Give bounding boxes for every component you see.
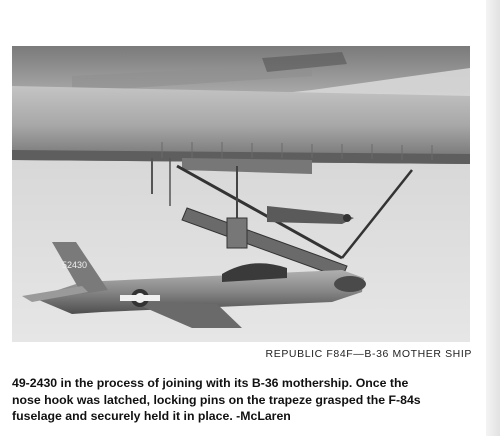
scan-edge [486,0,500,436]
caption-line-3: fuselage and securely held it in place. -McLaren [12,409,291,423]
caption-line-2: nose hook was latched, locking pins on the trapeze grasped the F-84s [12,392,421,407]
photo [12,46,470,342]
caption [12,375,490,425]
tail-number: 52430 [62,260,88,270]
photo-label: REPUBLIC F84F—B-36 MOTHER SHIP [265,348,472,360]
caption-line-1: 49-2430 in the process of joining with its B-36 mothership. Once the [12,376,409,390]
photo-illustration [12,46,470,342]
